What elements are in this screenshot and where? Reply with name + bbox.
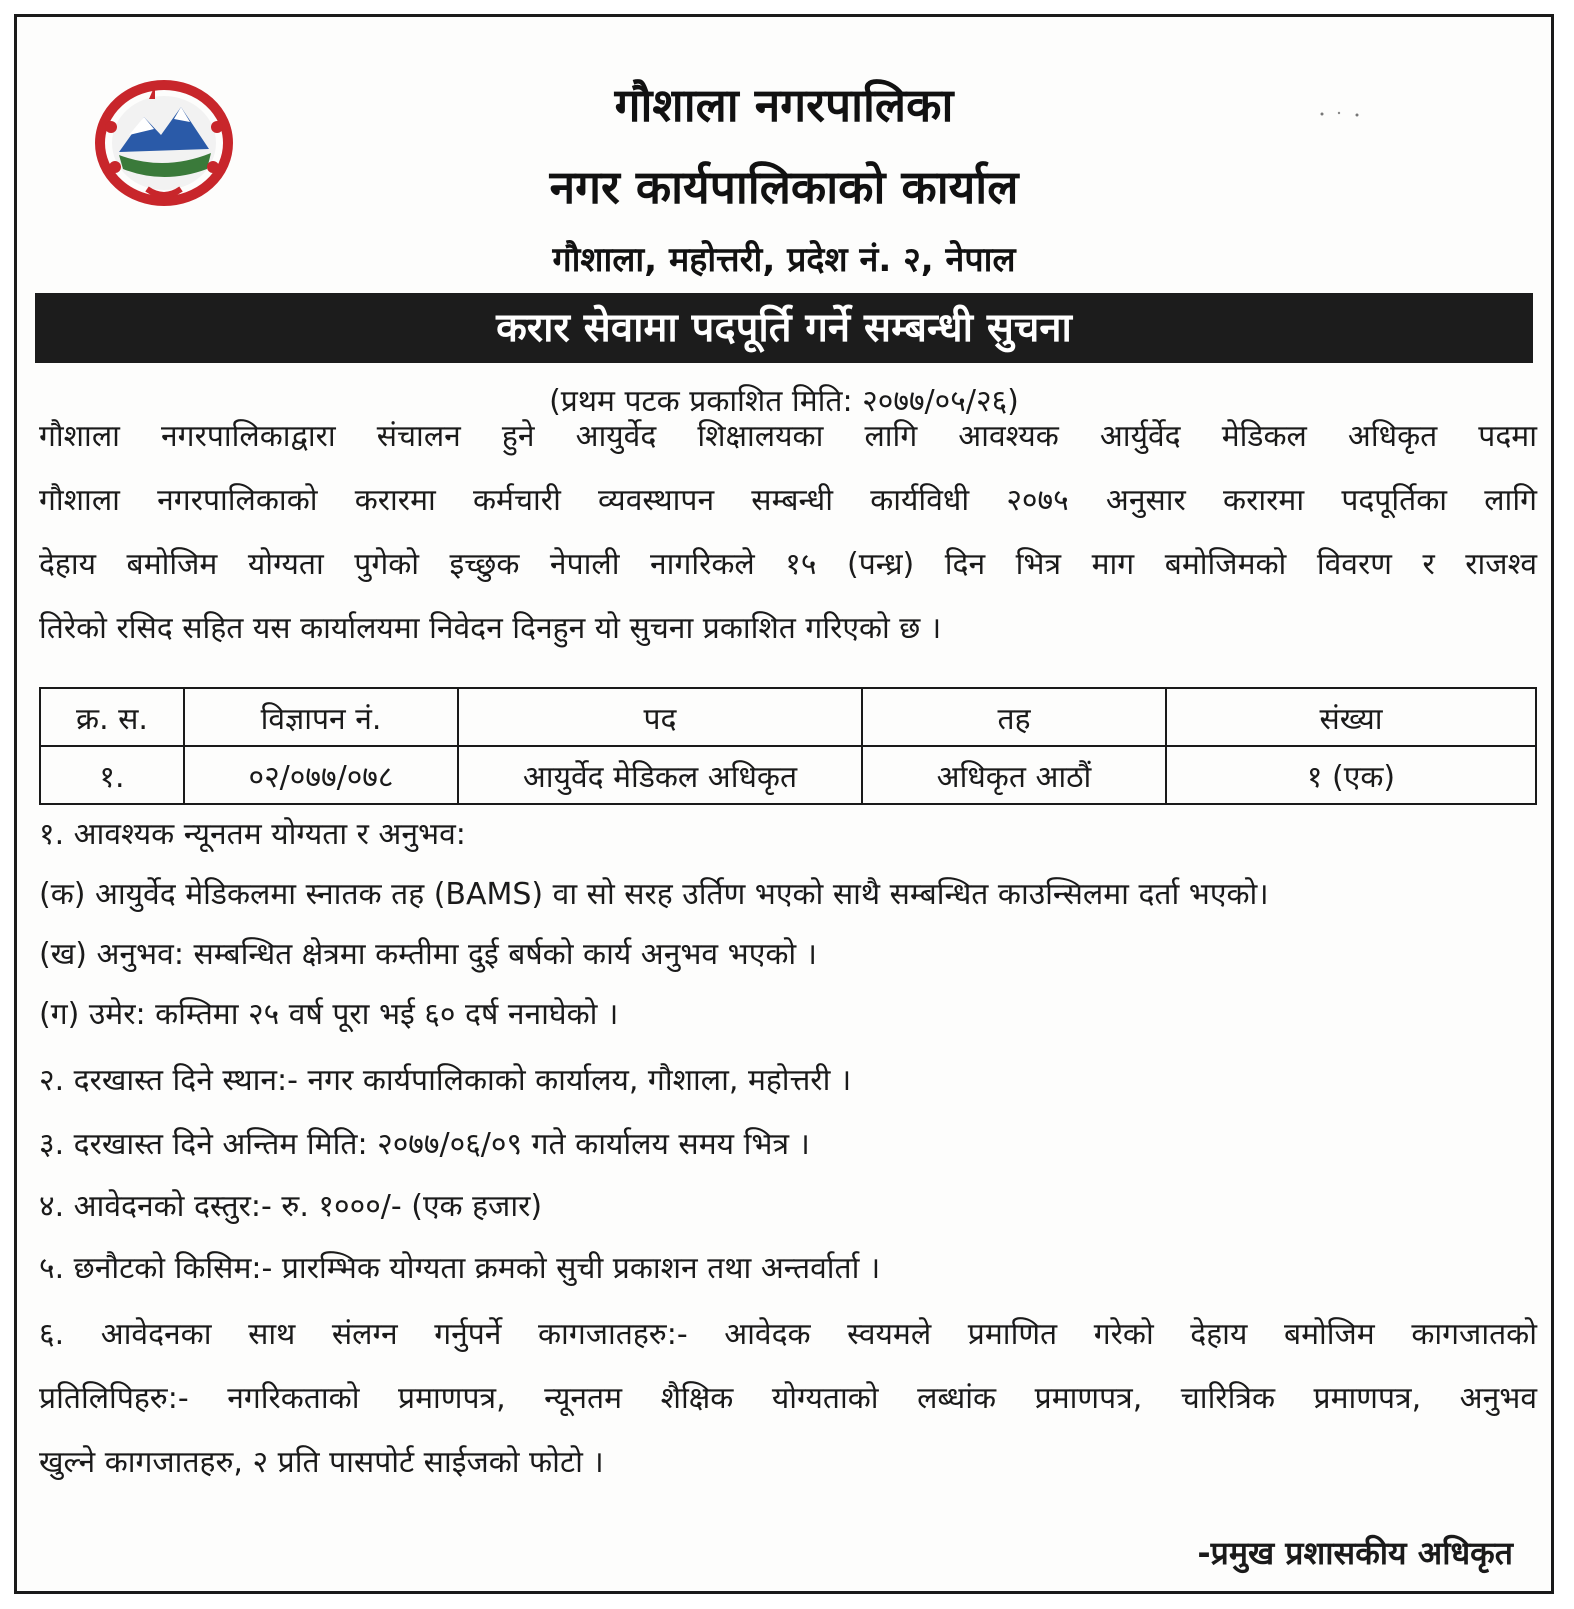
col-header-ad-number: विज्ञापन नं.	[184, 688, 458, 746]
intro-line-2: गौशाला नगरपालिकाको करारमा कर्मचारी व्यवस्थापन सम्बन्धी कार्यविधी २०७५ अनुसार करारमा पदपूर्तिका लागि	[39, 483, 1537, 518]
col-header-level: तह	[862, 688, 1166, 746]
cell-serial: १.	[40, 746, 184, 804]
requirement-ka: (क) आयुर्वेद मेडिकलमा स्नातक तह (BAMS) वा सो सरह उर्तिण भएको साथै सम्बन्धित काउन्सिलमा दर्ता भएको।	[39, 877, 1269, 912]
documents-line-3: खुल्ने कागजातहरु, २ प्रति पासपोर्ट साईजको फोटो ।	[39, 1445, 604, 1480]
publication-date: (प्रथम पटक प्रकाशित मिति: २०७७/०५/२६)	[549, 384, 1019, 419]
vacancy-table	[39, 687, 1537, 805]
requirement-ga: (ग) उमेर: कम्तिमा २५ वर्ष पूरा भई ६० दर्ष ननाघेको ।	[39, 997, 619, 1032]
intro-line-1: गौशाला नगरपालिकाद्वारा संचालन हुने आयुर्वेद शिक्षालयका लागि आवश्यक आर्युर्वेद मेडिकल अधिकृत पदमा	[39, 419, 1537, 454]
cell-ad-number: ०२/०७७/०७८	[184, 746, 458, 804]
cell-post: आयुर्वेद मेडिकल अधिकृत	[458, 746, 862, 804]
notice-title-banner: करार सेवामा पदपूर्ति गर्ने सम्बन्धी सुचना	[35, 293, 1533, 363]
col-header-post: पद	[458, 688, 862, 746]
requirement-kha: (ख) अनुभव: सम्बन्धित क्षेत्रमा कम्तीमा दुई बर्षको कार्य अनुभव भएको ।	[39, 937, 818, 972]
cell-count: १ (एक)	[1166, 746, 1536, 804]
application-fee: ४. आवेदनको दस्तुर:- रु. १०००/- (एक हजार)	[39, 1189, 543, 1224]
address: गौशाला, महोत्तरी, प्रदेश नं. २, नेपाल	[552, 240, 1016, 280]
signature: -प्रमुख प्रशासकीय अधिकृत	[1197, 1534, 1513, 1572]
col-header-serial: क्र. स.	[40, 688, 184, 746]
intro-line-3: देहाय बमोजिम योग्यता पुगेको इच्छुक नेपाली नागरिकले १५ (पन्ध्र) दिन भित्र माग बमोजिमको विवरण र राजश्व	[39, 547, 1537, 582]
org-name: गौशाला नगरपालिका	[614, 78, 954, 132]
documents-line-1: ६. आवेदनका साथ संलग्न गर्नुपर्ने कागजातहरु:- आवेदक स्वयमले प्रमाणित गरेको देहाय बमोजिम कागजातको	[39, 1317, 1537, 1352]
requirements-heading: १. आवश्यक न्यूनतम योग्यता र अनुभव:	[39, 817, 466, 852]
intro-line-4: तिरेको रसिद सहित यस कार्यालयमा निवेदन दिनहुन यो सुचना प्रकाशित गरिएको छ ।	[39, 611, 942, 646]
application-deadline: ३. दरखास्त दिने अन्तिम मिति: २०७७/०६/०९ गते कार्यालय समय भित्र ।	[39, 1127, 810, 1162]
selection-method: ५. छनौटको किसिम:- प्रारम्भिक योग्यता क्रमको सुची प्रकाशन तथा अन्तर्वार्ता ।	[39, 1251, 881, 1286]
col-header-count: संख्या	[1166, 688, 1536, 746]
cell-level: अधिकृत आठौं	[862, 746, 1166, 804]
table-row	[40, 746, 1536, 804]
documents-line-2: प्रतिलिपिहरु:- नगरिकताको प्रमाणपत्र, न्यूनतम शैक्षिक योग्यताको लब्धांक प्रमाणपत्र, चारित्रिक प्रमाणपत्र, अनुभव	[39, 1381, 1537, 1416]
notice-frame	[14, 14, 1554, 1594]
table-header-row	[40, 688, 1536, 746]
office-name: नगर कार्यपालिकाको कार्याल	[549, 160, 1019, 214]
application-place: २. दरखास्त दिने स्थान:- नगर कार्यपालिकाको कार्यालय, गौशाला, महोत्तरी ।	[39, 1063, 852, 1098]
